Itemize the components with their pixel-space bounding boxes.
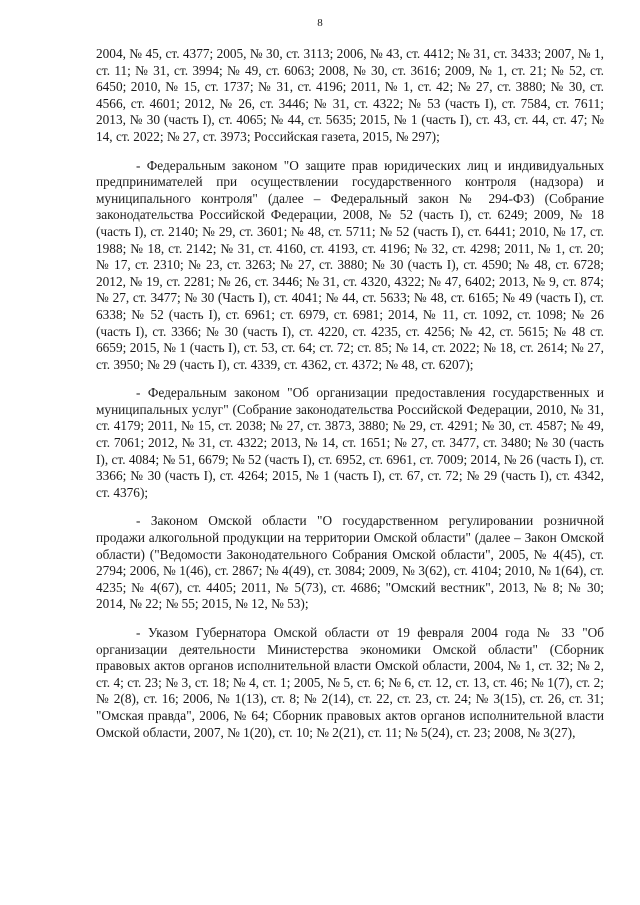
paragraph-governor-decree: - Указом Губернатора Омской области от 19 февраля 2004 года № 33 "Об организации деятельности Министерства экономики Омской области" (Сборник правовых актов органов исполнительной власти Омской области, 2004, № 1, ст. 32; № 2, ст. 4; ст. 23; № 3, ст. 18; № 4, ст. 1; 2005, № 5, ст. 6; № 6, ст. 12, ст. 13, ст. 46; № 1(7), ст. 2; № 2(8), ст. 16; 2006, № 1(13), ст. 8; № 2(14), ст. 22, ст. 23, ст. 24; № 3(15), ст. 26, ст. 31; "Омская правда", 2006, № 64; Сборник правовых актов органов исполнительной власти Омской области, 2007, № 1(20), ст. 10; № 2(21), ст. 11; № 5(24), ст. 23; 2008, № 3(27), xyxy=(96,625,604,740)
paragraph-citation-continuation: 2004, № 45, ст. 4377; 2005, № 30, ст. 3113; 2006, № 43, ст. 4412; № 31, ст. 3433; 2007, № 1, ст. 11; № 31, ст. 3994; № 49, ст. 6063; 2008, № 30, ст. 3616; 2009, № 1, ст. 21; № 52, ст. 6450; 2010, № 15, ст. 1737; № 31, ст. 4196; 2011, № 1, ст. 42; № 27, ст. 3880; № 30, ст. 4566, ст. 4601; 2012, № 26, ст. 3446; № 31, ст. 4322; № 53 (часть I), ст. 7584, ст. 7611; 2013, № 30 (часть I), ст. 4065; № 44, ст. 5635; 2015, № 1 (часть I), ст. 43, ст. 44, ст. 47; № 14, ст. 2022; № 27, ст. 3973; Российская газета, 2015, № 297); xyxy=(96,46,604,144)
paragraph-omsk-region-law: - Законом Омской области "О государственном регулировании розничной продажи алкогольной продукции на территории Омской области" (далее – Закон Омской области) ("Ведомости Законодательного Собрания Омской области", 2005, № 4(45), ст. 2794; 2006, № 1(46), ст. 2867; № 4(49), ст. 3084; 2009, № 3(62), ст. 4104; 2010, № 1(64), ст. 4235; № 4(67), ст. 4405; 2011, № 5(73), ст. 4686; "Омский вестник", 2013, № 8; № 30; 2014, № 22; № 55; 2015, № 12, № 53); xyxy=(96,513,604,612)
paragraph-federal-law-294: - Федеральным законом "О защите прав юридических лиц и индивидуальных предпринимателей при осуществлении государственного контроля (надзора) и муниципального контроля" (далее – Федеральный закон № 294-ФЗ) (Собрание законодательства Российской Федерации, 2008, № 52 (часть I), ст. 6249; 2009, № 18 (часть I), ст. 2140; № 29, ст. 3601; № 48, ст. 5711; № 52 (часть I), ст. 6441; 2010, № 17, ст. 1988; № 18, ст. 2142; № 31, ст. 4160, ст. 4193, ст. 4196; № 32, ст. 4298; 2011, № 1, ст. 20; № 17, ст. 2310; № 23, ст. 3263; № 27, ст. 3880; № 30 (часть I), ст. 4590; № 48, ст. 6728; 2012, № 19, ст. 2281; № 26, ст. 3446; № 31, ст. 4320, 4322; № 47, 6402; 2013, № 9, ст. 874; № 27, ст. 3477; № 30 (Часть I), ст. 4041; № 44, ст. 5633; № 48, ст. 6165; № 49 (часть I), ст. 6338; № 52 (часть I), ст. 6961; ст. 6979, ст. 6981; 2014, № 11, ст. 1092, ст. 1098; № 26 (часть I), ст. 3366; № 30 (часть I), ст. 4220, ст. 4235, ст. 4256; № 42, ст. 5615; № 48 ст. 6659; 2015, № 1 (часть I), ст. 53, ст. 64; ст. 72; ст. 85; № 14, ст. 2022; № 18, ст. 2614; № 27, ст. 3950; № 29 (часть I), ст. 4339, ст. 4362, ст. 4372; № 48, ст. 6207); xyxy=(96,157,604,372)
paragraph-federal-law-services: - Федеральным законом "Об организации предоставления государственных и муниципальных услуг" (Собрание законодательства Российской Федерации, 2010, № 31, ст. 4179; 2011, № 15, ст. 2038; № 27, ст. 3873, 3880; № 29, ст. 4291; № 30, ст. 4587; № 49, ст. 7061; 2012, № 31, ст. 4322; 2013, № 14, ст. 1651; № 27, ст. 3477, ст. 3480; № 30 (часть I), ст. 4084; № 51, 6679; № 52 (часть I), ст. 6952, ст. 6961, ст. 7009; 2014, № 26 (часть I), ст. 3366; № 30 (часть I), ст. 4264; 2015, № 1 (часть I), ст. 67, ст. 72; № 29 (часть I), ст. 4342, ст. 4376); xyxy=(96,385,605,500)
page-number: 8 xyxy=(317,17,323,29)
body-text xyxy=(96,46,604,741)
